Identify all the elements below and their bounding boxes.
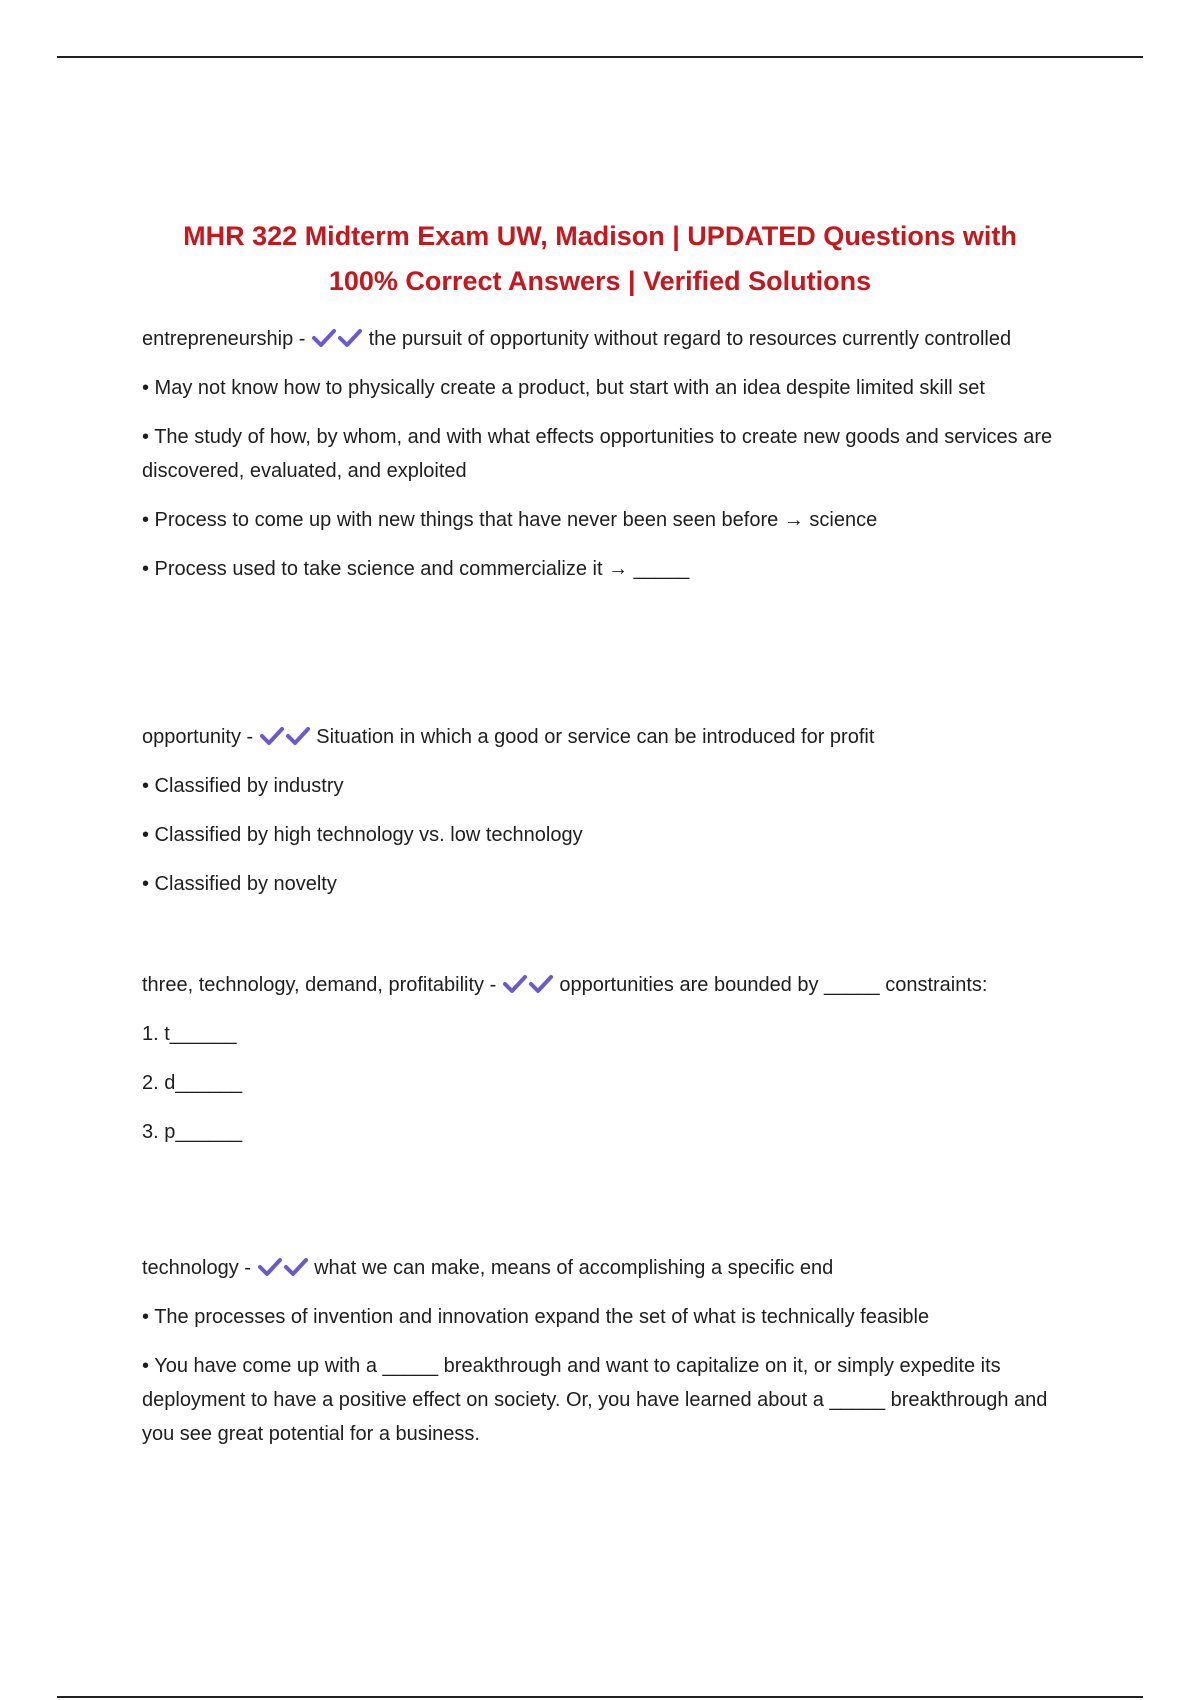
definition: what we can make, means of accomplishing a specific end <box>314 1257 834 1279</box>
term-line <box>142 968 1057 1002</box>
definition: Situation in which a good or service can be introduced for profit <box>316 726 875 748</box>
term: technology - <box>142 1257 251 1279</box>
list-item: • The study of how, by whom, and with what effects opportunities to create new goods and services are discovered, evaluated, and exploited <box>142 426 1053 482</box>
list-item: • May not know how to physically create a product, but start with an idea despite limited skill set <box>142 377 985 399</box>
entry-technology <box>142 1251 1057 1451</box>
list-item: • Classified by industry <box>142 775 344 797</box>
list-item: • You have come up with a _____ breakthrough and want to capitalize on it, or simply expedite its deployment to have a positive effect on society. Or, you have learned about a _____ breakthrough and you see great potential for a business. <box>142 1355 1048 1445</box>
entry-three-constraints <box>142 968 1057 1149</box>
list-item: 2. d______ <box>142 1072 243 1094</box>
term: opportunity - <box>142 726 254 748</box>
checkmark-icon <box>257 1257 283 1277</box>
definition: the pursuit of opportunity without regard to resources currently controlled <box>368 328 1012 350</box>
list-item: • Process used to take science and commercialize it → _____ <box>142 558 690 580</box>
list-item: • Classified by high technology vs. low technology <box>142 824 583 846</box>
list-item: • Classified by novelty <box>142 873 337 895</box>
term: entrepreneurship - <box>142 328 306 350</box>
bottom-rule <box>57 1696 1143 1698</box>
checkmark-icon <box>337 328 363 348</box>
checkmark-icon <box>528 974 554 994</box>
document-title <box>150 214 1050 304</box>
title-line-2: 100% Correct Answers | Verified Solutions <box>328 266 872 296</box>
term-line <box>142 720 1057 754</box>
checkmark-icon <box>311 328 337 348</box>
checkmark-icon <box>285 726 311 746</box>
top-rule <box>57 56 1143 58</box>
list-item: • Process to come up with new things that have never been seen before → science <box>142 509 878 531</box>
checkmark-icon <box>259 726 285 746</box>
checkmark-icon <box>502 974 528 994</box>
entry-entrepreneurship <box>142 322 1057 586</box>
list-item: 1. t______ <box>142 1023 237 1045</box>
list-item: • The processes of invention and innovation expand the set of what is technically feasible <box>142 1306 930 1328</box>
term: three, technology, demand, profitability - <box>142 974 497 996</box>
term-line <box>142 1251 1057 1285</box>
term-line <box>142 322 1057 356</box>
entry-opportunity <box>142 720 1057 901</box>
definition: opportunities are bounded by _____ constraints: <box>559 974 988 996</box>
list-item: 3. p______ <box>142 1121 243 1143</box>
checkmark-icon <box>283 1257 309 1277</box>
title-line-1: MHR 322 Midterm Exam UW, Madison | UPDATED Questions with <box>183 221 1017 251</box>
